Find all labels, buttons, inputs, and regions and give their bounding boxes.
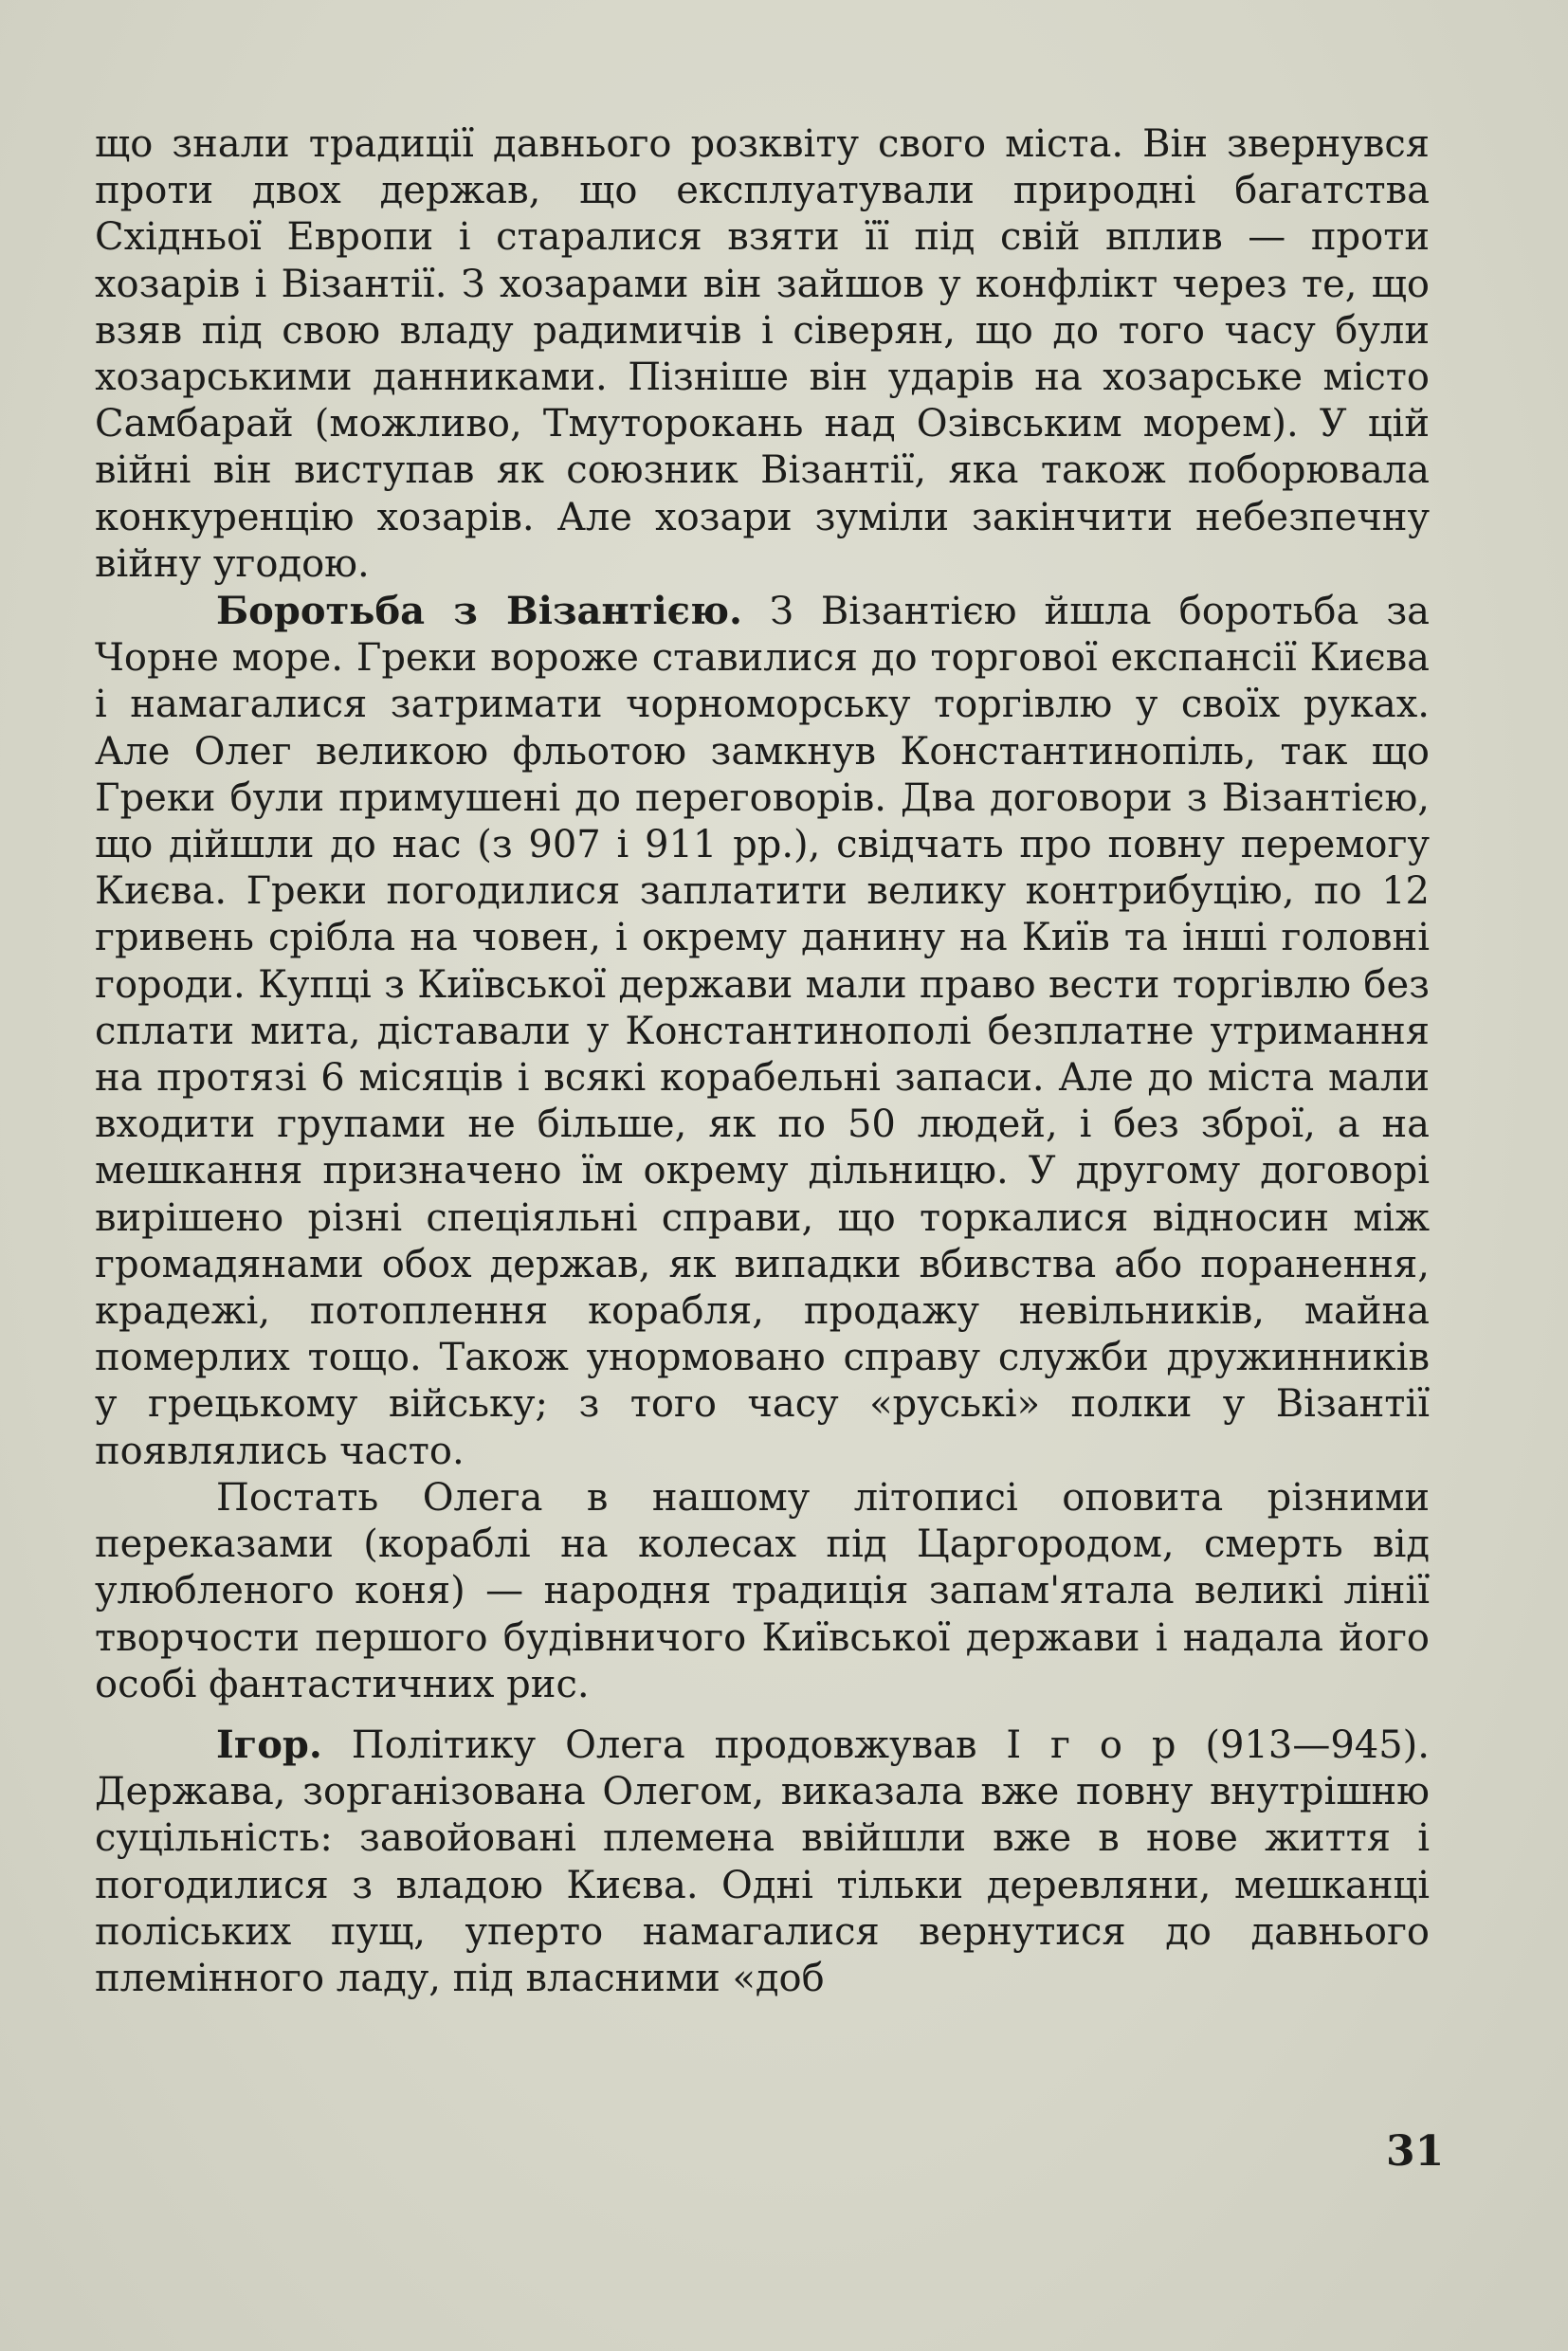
section-heading-igor: Ігор.	[216, 1722, 322, 1767]
page-number: 31	[1386, 2127, 1445, 2176]
page-body	[95, 121, 1430, 2002]
paragraph-4-text: Політику Олега продовжував І г о р (913—945). Держава, зорганізована Олегом, виказала вже повну внутрішню суцільність: завойовані племена ввійшли вже в нове життя і погодилися з владою Києва. Одні тільки деревляни, мешканці поліських пущ, уперто намагалися вернутися до давнього племінного ладу, під власними «доб	[95, 1722, 1430, 2000]
paragraph-1-text: що знали традиції давнього розквіту свого міста. Він звернувся проти двох держав, що експлуатували природні багатства Східньої Европи і старалися взяти її під свій вплив — проти хозарів і Візантії. З хозарами він зайшов у конфлікт через те, що взяв під свою владу радимичів і сіверян, що до того часу були хозарськими данниками. Пізніше він ударів на хозарське місто Самбарай (можливо, Тмуторокань над Озівським морем). У цій війні він виступав як союзник Візантії, яка також поборювала конкуренцію хозарів. Але хозари зуміли закінчити небезпечну війну угодою.	[95, 122, 1430, 586]
paragraph-2-text: З Візантією йшла боротьба за Чорне море. Греки вороже ставилися до торгової експансії Києва і намагалися затримати чорноморську торгівлю у своїх руках. Але Олег великою фльотою замкнув Константинопіль, так що Греки були примушені до переговорів. Два договори з Візантією, що дійшли до нас (з 907 і 911 рр.), свідчать про повну перемогу Києва. Греки погодилися заплатити велику контрибуцію, по 12 гривень срібла на човен, і окрему данину на Київ та інші головні городи. Купці з Київської держави мали право вести торгівлю без сплати мита, діставали у Константинополі безплатне утримання на протязі 6 місяців і всякі корабельні запаси. Але до міста мали входити групами не більше, як по 50 людей, і без зброї, а на мешкання призначено їм окрему дільницю. У другому договорі вирішено різні спеціяльні справи, що торкалися відносин між громадянами обох держав, як випадки вбивства або поранення, крадежі, потоплення корабля, продажу невільників, майна померлих тощо. Також унормовано справу служби дружинників у грецькому війську; з того часу «руські» полки у Візантії появлялись часто.	[95, 590, 1430, 1473]
paragraph-2	[95, 588, 1430, 1475]
paragraph-3-text: Постать Олега в нашому літописі оповита різними переказами (кораблі на колесах під Царгородом, смерть від улюбленого коня) — народня традиція запам'ятала великі лінії творчости першого будівничого Київської держави і надала його особі фантастичних рис.	[95, 1475, 1430, 1706]
paragraph-4	[95, 1722, 1430, 2002]
paragraph-3	[95, 1475, 1430, 1708]
section-heading-byzantium: Боротьба з Візантією.	[216, 589, 742, 634]
paragraph-1	[95, 121, 1430, 588]
